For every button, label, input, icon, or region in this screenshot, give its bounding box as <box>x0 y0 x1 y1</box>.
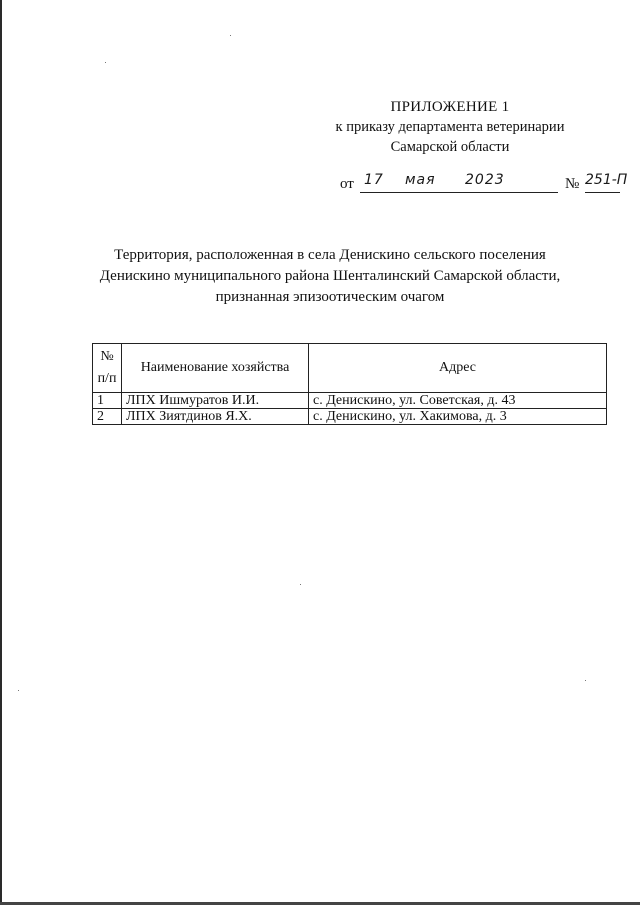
order-date-year: 2023 <box>465 172 505 188</box>
order-from-label: от <box>340 176 354 192</box>
scan-speck <box>105 62 106 63</box>
header-number-sign: № <box>100 349 114 364</box>
farms-table <box>92 343 607 425</box>
header-address: Адрес <box>309 344 607 393</box>
scan-speck <box>585 680 586 681</box>
header-number <box>93 344 122 393</box>
row-farm-name: ЛПХ Ишмуратов И.И. <box>122 393 309 409</box>
order-number: 251-П <box>585 172 628 188</box>
row-farm-name: ЛПХ Зиятдинов Я.Х. <box>122 409 309 425</box>
order-number-label: № <box>565 176 580 192</box>
row-number: 2 <box>93 409 122 425</box>
row-number: 1 <box>93 393 122 409</box>
heading-line-3: признанная эпизоотическим очагом <box>215 289 445 305</box>
scan-edge-left <box>0 0 2 905</box>
document-heading <box>60 245 600 308</box>
order-date-day: 17 <box>364 172 384 188</box>
scan-speck <box>300 584 301 585</box>
annex-line-region: Самарской области <box>390 139 510 155</box>
annex-line-order: к приказу департамента ветеринарии <box>335 119 565 135</box>
order-date-month: мая <box>405 172 436 188</box>
row-address: с. Денискино, ул. Советская, д. 43 <box>309 393 607 409</box>
order-number-field <box>585 172 628 193</box>
annex-title: ПРИЛОЖЕНИЕ 1 <box>390 99 510 115</box>
heading-line-1: Территория, расположенная в села Денискино сельского поселения <box>114 247 546 263</box>
table-row <box>93 409 607 425</box>
header-farm-name: Наименование хозяйства <box>122 344 309 393</box>
row-address: с. Денискино, ул. Хакимова, д. 3 <box>309 409 607 425</box>
annex-block <box>300 97 600 157</box>
scan-speck <box>18 690 19 691</box>
scan-speck <box>230 35 231 36</box>
table-row <box>93 393 607 409</box>
header-number-pp: п/п <box>97 371 117 386</box>
table-header-row <box>93 344 607 393</box>
heading-line-2: Денискино муниципального района Шенталинский Самарской области, <box>99 268 561 284</box>
order-date-field <box>360 172 558 193</box>
order-reference <box>340 172 628 196</box>
